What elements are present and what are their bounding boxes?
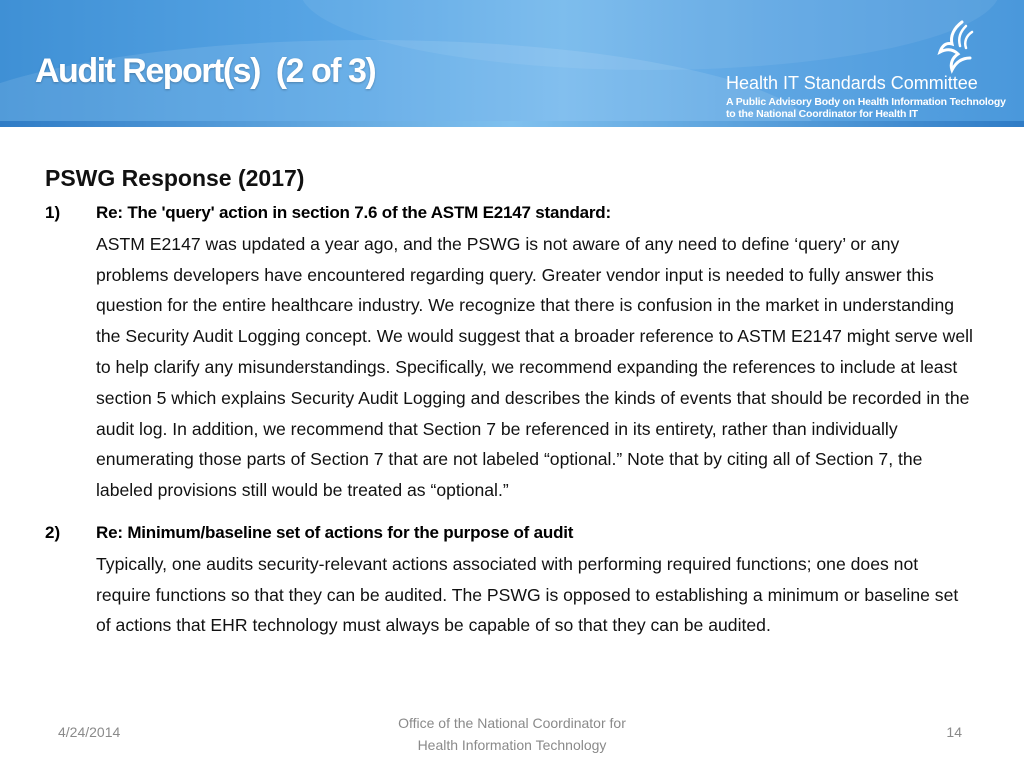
hitsc-logo bbox=[724, 18, 1014, 118]
item-number: 2) bbox=[45, 522, 61, 542]
footer-office-line: Office of the National Coordinator for bbox=[398, 715, 626, 731]
hhs-eagle-icon bbox=[932, 18, 980, 76]
item-heading: Re: The 'query' action in section 7.6 of the ASTM E2147 standard: bbox=[96, 203, 611, 222]
item-number: 1) bbox=[45, 203, 61, 222]
footer-office bbox=[362, 712, 662, 756]
header-divider bbox=[0, 121, 1024, 127]
response-item bbox=[45, 518, 975, 641]
logo-subtitle: A Public Advisory Body on Health Information Technology bbox=[726, 96, 1006, 108]
logo-title: Health IT Standards Committee bbox=[726, 73, 978, 93]
footer-date: 4/24/2014 bbox=[58, 724, 121, 740]
slide-title: Audit Report(s) (2 of 3) bbox=[35, 52, 376, 90]
response-item bbox=[45, 198, 975, 506]
page-number: 14 bbox=[946, 724, 962, 740]
logo-subtitle: to the National Coordinator for Health IT bbox=[726, 108, 918, 120]
item-body: Typically, one audits security-relevant actions associated with performing required functions; one does not require functions so that they can be audited. The PSWG is opposed to establishing a minimum or baseline set of actions that EHR technology must always be capable of so that they can be audited. bbox=[96, 553, 959, 636]
slide-content bbox=[45, 165, 975, 641]
item-body: ASTM E2147 was updated a year ago, and the PSWG is not aware of any need to define ‘query’ or any problems developers have encountered regarding query. Greater vendor input is needed to fully answer this question for the entire healthcare industry. We recognize that there is confusion in the market in understanding the Security Audit Logging concept. We would suggest that a broader reference to ASTM E2147 might serve well to help clarify any misunderstandings. Specifically, we recommend expanding the references to include at least section 5 which explains Security Audit Logging and describes the kinds of events that should be recorded in the audit log. In addition, we recommend that Section 7 be referenced in its entirety, rather than individually enumerating those parts of Section 7 that are not labeled “optional.” Note that by citing all of Section 7, the labeled provisions still would be treated as “optional.” bbox=[96, 233, 973, 501]
item-heading: Re: Minimum/baseline set of actions for the purpose of audit bbox=[96, 522, 574, 542]
section-heading: PSWG Response (2017) bbox=[45, 165, 305, 191]
footer-office-line: Health Information Technology bbox=[417, 737, 607, 753]
header-banner bbox=[0, 0, 1024, 127]
